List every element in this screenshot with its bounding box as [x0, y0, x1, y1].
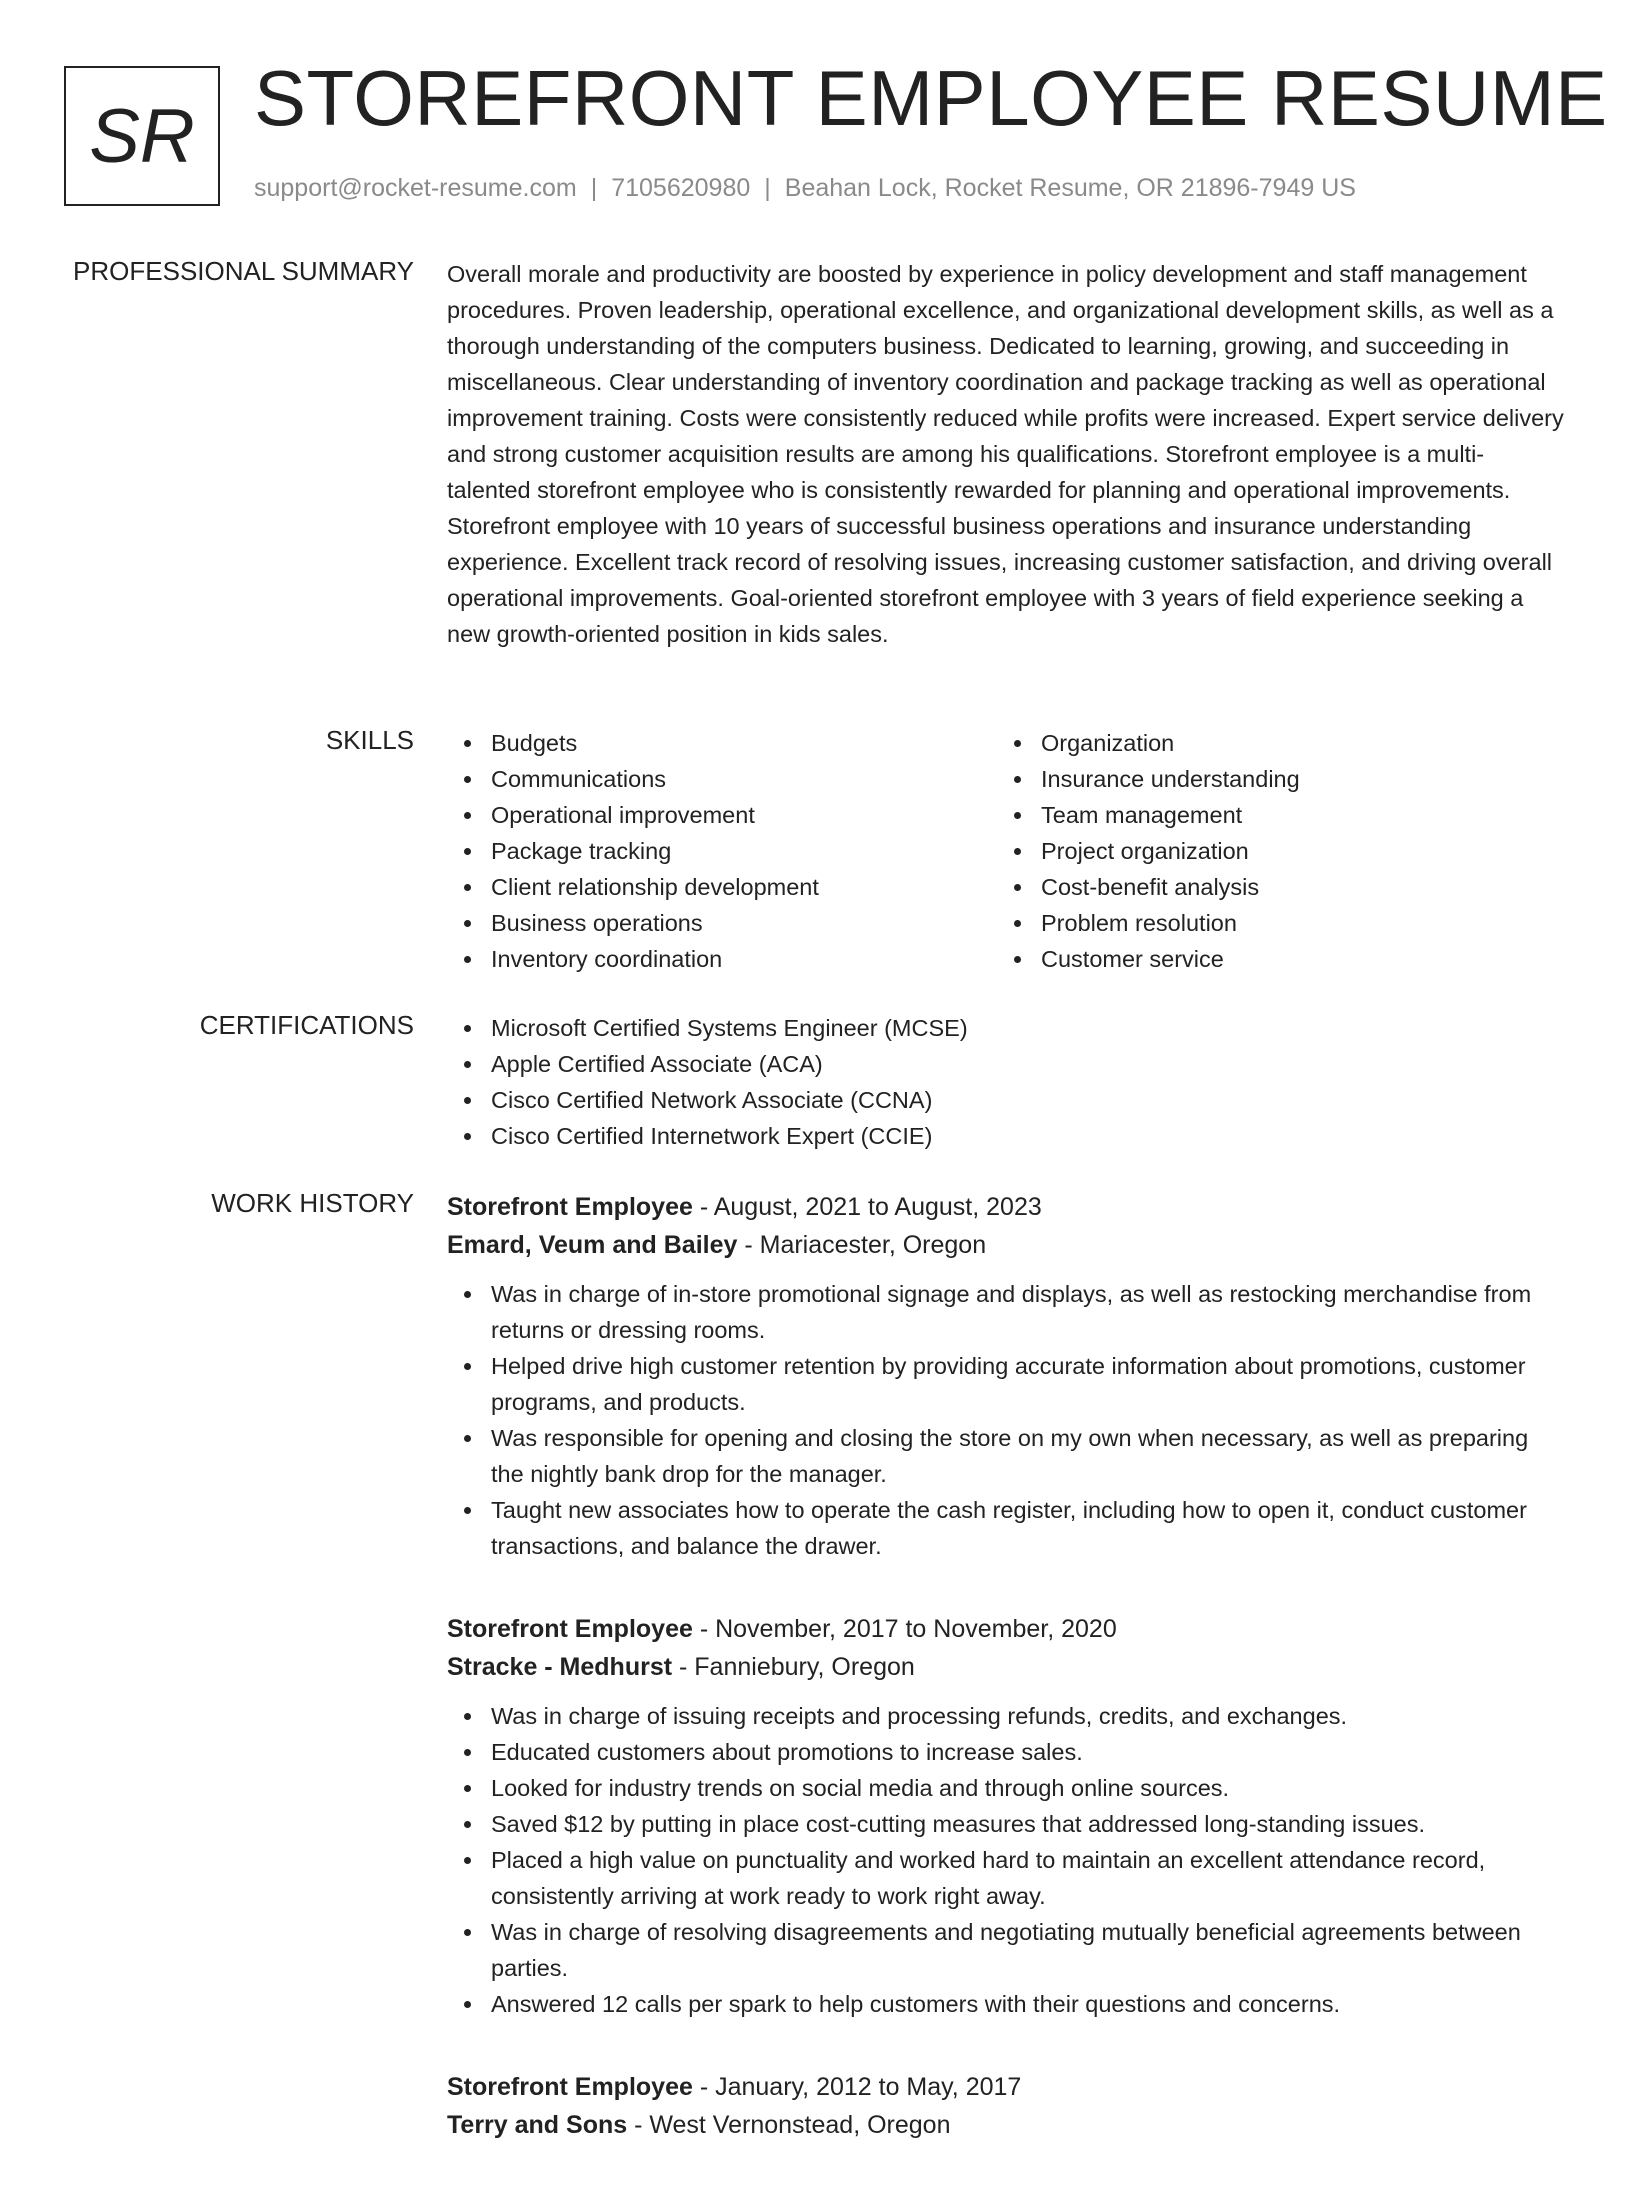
contact-address: Beahan Lock, Rocket Resume, OR 21896-7949 US	[784, 174, 1356, 202]
work-history-body	[447, 1188, 1565, 2190]
skill-item: Project organization	[1041, 833, 1547, 869]
skills-body	[447, 725, 1565, 977]
contact-separator: |	[590, 174, 598, 202]
summary-text: Overall morale and productivity are boosted by experience in policy development and staff management procedures. Proven leadership, operational excellence, and organizational development skills, as well as a thorough understanding of the computers business. Dedicated to learning, growing, and succeeding in miscellaneous. Clear understanding of inventory coordination and package tracking as well as operational improvement training. Costs were consistently reduced while profits were increased. Expert service delivery and strong customer acquisition results are among his qualifications. Storefront employee is a multi-talented storefront employee who is consistently rewarded for planning and operational improvements. Storefront employee with 10 years of successful business operations and insurance understanding experience. Excellent track record of resolving issues, increasing customer satisfaction, and driving overall operational improvements. Goal-oriented storefront employee with 3 years of field experience seeking a new growth-oriented position in kids sales.	[447, 261, 1564, 647]
section-label-summary: PROFESSIONAL SUMMARY	[73, 256, 414, 286]
job-bullet: Was in charge of resolving disagreements and negotiating mutually beneficial agreements between parties.	[491, 1914, 1565, 1986]
job-title-line	[447, 1188, 1565, 1226]
skill-item: Client relationship development	[491, 869, 997, 905]
job-company: Terry and Sons	[447, 2111, 628, 2139]
skill-item: Communications	[491, 761, 997, 797]
job-entry	[447, 1188, 1565, 1564]
skill-item: Customer service	[1041, 941, 1547, 977]
job-location: - Fanniebury, Oregon	[672, 1653, 915, 1681]
monogram-badge	[64, 66, 220, 206]
job-role: Storefront Employee	[447, 2073, 693, 2101]
skill-item: Package tracking	[491, 833, 997, 869]
job-bullet: Taught new associates how to operate the cash register, including how to open it, conduct customer transactions, and balance the drawer.	[491, 1492, 1565, 1564]
certification-item: Cisco Certified Internetwork Expert (CCIE)	[491, 1118, 1565, 1154]
job-role: Storefront Employee	[447, 1193, 693, 1221]
job-title-line	[447, 1610, 1565, 1648]
skills-column-left	[447, 725, 997, 977]
job-bullets	[447, 1698, 1565, 2022]
job-entry	[447, 2068, 1565, 2144]
skill-item: Cost-benefit analysis	[1041, 869, 1547, 905]
contact-separator: |	[764, 174, 771, 202]
job-bullet: Was in charge of in-store promotional signage and displays, as well as restocking merchandise from returns or dressing rooms.	[491, 1276, 1565, 1348]
skill-item: Inventory coordination	[491, 941, 997, 977]
job-bullet: Looked for industry trends on social media and through online sources.	[491, 1770, 1565, 1806]
job-company-line	[447, 1648, 1565, 1686]
skill-item: Organization	[1041, 725, 1547, 761]
job-bullet: Saved $12 by putting in place cost-cutting measures that addressed long-standing issues.	[491, 1806, 1565, 1842]
certification-item: Apple Certified Associate (ACA)	[491, 1046, 1565, 1082]
summary-body	[447, 256, 1565, 652]
contact-line	[254, 174, 1356, 203]
section-label-work-history: WORK HISTORY	[211, 1188, 414, 1218]
skill-item: Business operations	[491, 905, 997, 941]
monogram-text: SR	[89, 93, 195, 179]
job-company: Stracke - Medhurst	[447, 1653, 673, 1681]
skill-item: Problem resolution	[1041, 905, 1547, 941]
section-label-skills: SKILLS	[325, 725, 414, 755]
job-location: - Mariacester, Oregon	[737, 1231, 987, 1259]
skills-column-right	[997, 725, 1547, 977]
section-label-certifications: CERTIFICATIONS	[199, 1010, 414, 1040]
job-bullet: Educated customers about promotions to increase sales.	[491, 1734, 1565, 1770]
certification-item: Microsoft Certified Systems Engineer (MCSE)	[491, 1010, 1565, 1046]
job-bullet: Answered 12 calls per spark to help customers with their questions and concerns.	[491, 1986, 1565, 2022]
job-location: - West Vernonstead, Oregon	[627, 2111, 951, 2139]
job-company: Emard, Veum and Bailey	[447, 1231, 738, 1259]
job-role: Storefront Employee	[447, 1615, 693, 1643]
certification-item: Cisco Certified Network Associate (CCNA)	[491, 1082, 1565, 1118]
job-entry	[447, 1610, 1565, 2022]
contact-phone[interactable]: 7105620980	[611, 174, 751, 202]
job-dates: - January, 2012 to May, 2017	[692, 2073, 1022, 2101]
job-bullet: Was in charge of issuing receipts and processing refunds, credits, and exchanges.	[491, 1698, 1565, 1734]
skill-item: Team management	[1041, 797, 1547, 833]
resume-title: STOREFRONT EMPLOYEE RESUME	[254, 54, 1608, 142]
job-bullet: Helped drive high customer retention by providing accurate information about promotions, customer programs, and products.	[491, 1348, 1565, 1420]
job-bullet: Placed a high value on punctuality and worked hard to maintain an excellent attendance record, consistently arriving at work ready to work right away.	[491, 1842, 1565, 1914]
job-bullets	[447, 1276, 1565, 1564]
job-title-line	[447, 2068, 1565, 2106]
contact-email[interactable]: support@rocket-resume.com	[254, 174, 577, 202]
skill-item: Budgets	[491, 725, 997, 761]
job-company-line	[447, 1226, 1565, 1264]
skill-item: Operational improvement	[491, 797, 997, 833]
job-dates: - August, 2021 to August, 2023	[692, 1193, 1042, 1221]
certifications-body	[447, 1010, 1565, 1154]
job-dates: - November, 2017 to November, 2020	[692, 1615, 1117, 1643]
job-bullet: Was responsible for opening and closing the store on my own when necessary, as well as preparing the nightly bank drop for the manager.	[491, 1420, 1565, 1492]
skill-item: Insurance understanding	[1041, 761, 1547, 797]
